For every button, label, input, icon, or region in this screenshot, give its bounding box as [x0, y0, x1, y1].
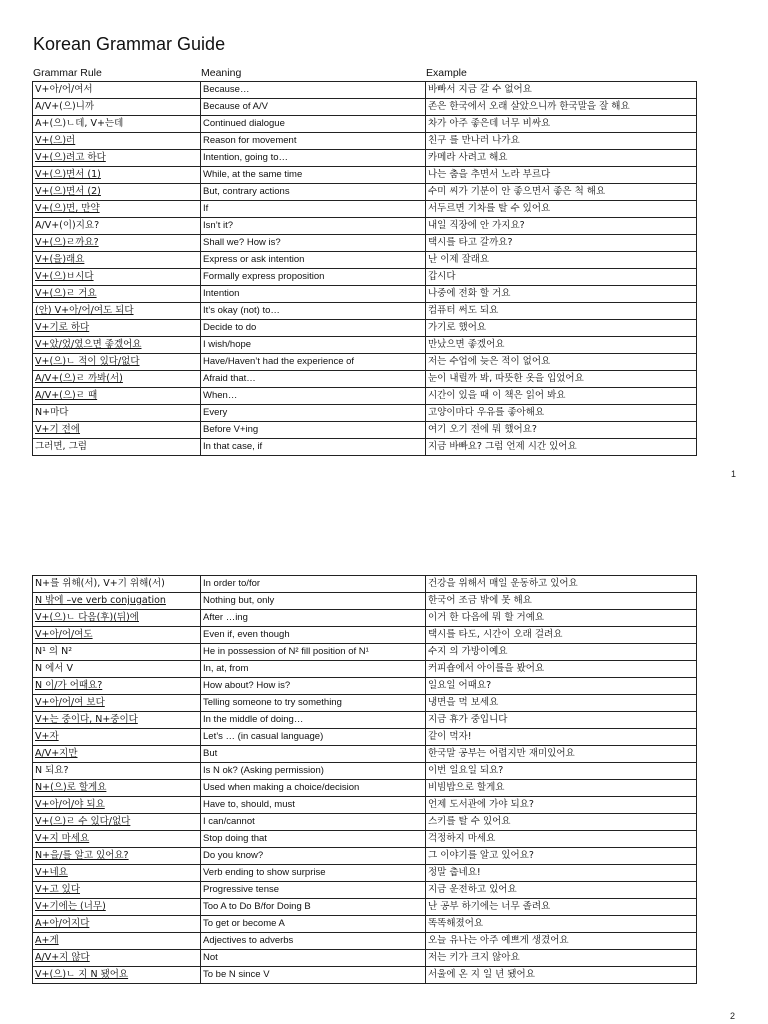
grammar-table-page-2	[32, 575, 697, 984]
grammar-rule-cell: V+고 있다	[33, 882, 201, 899]
grammar-rule-cell: A+게	[33, 933, 201, 950]
grammar-rule-cell: N+(으)로 할게요	[33, 780, 201, 797]
table-row	[33, 695, 697, 712]
table-row	[33, 797, 697, 814]
grammar-rule-cell: V+아/어/여서	[33, 82, 201, 99]
grammar-rule-cell: V+(으)ㄹ 수 있다/없다	[33, 814, 201, 831]
grammar-rule-cell: V+(을)래요	[33, 252, 201, 269]
table-row	[33, 388, 697, 405]
example-cell: 바빠서 지금 갈 수 없어요	[426, 82, 697, 99]
grammar-rule-cell: V+는 중이다, N+중이다	[33, 712, 201, 729]
example-cell: 만났으면 좋겠어요	[426, 337, 697, 354]
table-row	[33, 320, 697, 337]
grammar-rule-cell: N+을/를 알고 있어요?	[33, 848, 201, 865]
meaning-cell: When…	[201, 388, 426, 405]
table-row	[33, 201, 697, 218]
meaning-cell: Have/Haven’t had the experience of	[201, 354, 426, 371]
meaning-cell: Continued dialogue	[201, 116, 426, 133]
grammar-rule-cell: V+네요	[33, 865, 201, 882]
table-row	[33, 933, 697, 950]
table-row	[33, 99, 697, 116]
table-row	[33, 439, 697, 456]
meaning-cell: Do you know?	[201, 848, 426, 865]
example-cell: 오늘 유나는 아주 예쁘게 생겼어요	[426, 933, 697, 950]
meaning-cell: Shall we? How is?	[201, 235, 426, 252]
table-row	[33, 712, 697, 729]
grammar-rule-cell: V+아/어/여도	[33, 627, 201, 644]
example-cell: 정말 춥네요!	[426, 865, 697, 882]
example-cell: 일요일 어때요?	[426, 678, 697, 695]
meaning-cell: Is N ok? (Asking permission)	[201, 763, 426, 780]
table-row	[33, 746, 697, 763]
table-row	[33, 82, 697, 99]
example-cell: 커피숍에서 아이를을 봤어요	[426, 661, 697, 678]
table-row	[33, 303, 697, 320]
example-cell: 건강을 위해서 매일 운동하고 있어요	[426, 576, 697, 593]
example-cell: 존은 한국에서 오래 살았으니까 한국말을 잘 해요	[426, 99, 697, 116]
table-row	[33, 678, 697, 695]
grammar-rule-cell: V+(으)ㄴ 적이 있다/없다	[33, 354, 201, 371]
meaning-cell: He in possession of N² fill position of N¹	[201, 644, 426, 661]
table-row	[33, 371, 697, 388]
table-row	[33, 950, 697, 967]
example-cell: 난 공부 하기에는 너무 졸려요	[426, 899, 697, 916]
grammar-rule-cell: A/V+지만	[33, 746, 201, 763]
table-row	[33, 916, 697, 933]
column-header-meaning: Meaning	[201, 67, 242, 79]
table-row	[33, 150, 697, 167]
example-cell: 스키를 탈 수 있어요	[426, 814, 697, 831]
example-cell: 냉면을 먹 보세요	[426, 695, 697, 712]
meaning-cell: Stop doing that	[201, 831, 426, 848]
example-cell: 한국어 조금 밖에 못 해요	[426, 593, 697, 610]
meaning-cell: Progressive tense	[201, 882, 426, 899]
example-cell: 지금 운전하고 있어요	[426, 882, 697, 899]
column-header-rule: Grammar Rule	[33, 67, 102, 79]
table-row	[33, 167, 697, 184]
meaning-cell: Let’s … (in casual language)	[201, 729, 426, 746]
example-cell: 한국말 공부는 어렵지만 재미있어요	[426, 746, 697, 763]
table-row	[33, 831, 697, 848]
table-row	[33, 882, 697, 899]
grammar-rule-cell: V+(으)면, 만약	[33, 201, 201, 218]
meaning-cell: Reason for movement	[201, 133, 426, 150]
table-row	[33, 337, 697, 354]
meaning-cell: Nothing but, only	[201, 593, 426, 610]
table-row	[33, 116, 697, 133]
example-cell: 서울에 온 지 일 년 됐어요	[426, 967, 697, 984]
example-cell: 카메라 사려고 해요	[426, 150, 697, 167]
meaning-cell: But	[201, 746, 426, 763]
grammar-rule-cell: V+(으)ㅂ시다	[33, 269, 201, 286]
example-cell: 시간이 있을 때 이 책은 읽어 봐요	[426, 388, 697, 405]
meaning-cell: Have to, should, must	[201, 797, 426, 814]
meaning-cell: Decide to do	[201, 320, 426, 337]
example-cell: 난 이제 잘래요	[426, 252, 697, 269]
table-row	[33, 644, 697, 661]
example-cell: 같이 먹자!	[426, 729, 697, 746]
meaning-cell: Adjectives to adverbs	[201, 933, 426, 950]
page-number-1: 1	[731, 469, 737, 479]
meaning-cell: But, contrary actions	[201, 184, 426, 201]
grammar-rule-cell: V+(으)면서 (2)	[33, 184, 201, 201]
table-row	[33, 627, 697, 644]
meaning-cell: In order to/for	[201, 576, 426, 593]
meaning-cell: Verb ending to show surprise	[201, 865, 426, 882]
grammar-rule-cell: V+자	[33, 729, 201, 746]
example-cell: 이번 일요일 되요?	[426, 763, 697, 780]
example-cell: 차가 아주 좋은데 너무 비싸요	[426, 116, 697, 133]
grammar-rule-cell: V+(으)ㄴ 다음(후)(뒤)에	[33, 610, 201, 627]
grammar-rule-cell: N 이/가 어때요?	[33, 678, 201, 695]
grammar-rule-cell: A/V+(으)ㄹ 때	[33, 388, 201, 405]
table-row	[33, 763, 697, 780]
meaning-cell: To be N since V	[201, 967, 426, 984]
table-row	[33, 899, 697, 916]
meaning-cell: I can/cannot	[201, 814, 426, 831]
meaning-cell: If	[201, 201, 426, 218]
grammar-rule-cell: V+(으)러	[33, 133, 201, 150]
grammar-rule-cell: V+지 마세요	[33, 831, 201, 848]
example-cell: 수미 씨가 기분이 안 좋으면서 좋은 척 해요	[426, 184, 697, 201]
meaning-cell: In that case, if	[201, 439, 426, 456]
grammar-rule-cell: V+아/어/여 보다	[33, 695, 201, 712]
grammar-rule-cell: V+기에는 (너무)	[33, 899, 201, 916]
meaning-cell: To get or become A	[201, 916, 426, 933]
meaning-cell: Even if, even though	[201, 627, 426, 644]
meaning-cell: It’s okay (not) to…	[201, 303, 426, 320]
table-row	[33, 780, 697, 797]
meaning-cell: In, at, from	[201, 661, 426, 678]
example-cell: 걱정하지 마세요	[426, 831, 697, 848]
table-row	[33, 269, 697, 286]
table-row	[33, 422, 697, 439]
example-cell: 여기 오기 전에 뭐 했어요?	[426, 422, 697, 439]
meaning-cell: Formally express proposition	[201, 269, 426, 286]
meaning-cell: Not	[201, 950, 426, 967]
page-title: Korean Grammar Guide	[33, 34, 226, 54]
grammar-rule-cell: V+았/었/였으면 좋겠어요	[33, 337, 201, 354]
example-cell: 나는 춤을 추면서 노라 부르다	[426, 167, 697, 184]
column-header-row	[33, 67, 695, 81]
example-cell: 가기로 했어요	[426, 320, 697, 337]
example-cell: 내일 직장에 안 가지요?	[426, 218, 697, 235]
meaning-cell: Before V+ing	[201, 422, 426, 439]
grammar-rule-cell: V+(으)려고 하다	[33, 150, 201, 167]
page-number-2: 2	[730, 1011, 736, 1021]
meaning-cell: Used when making a choice/decision	[201, 780, 426, 797]
table-row	[33, 661, 697, 678]
example-cell: 갑시다	[426, 269, 697, 286]
table-row	[33, 286, 697, 303]
table-row	[33, 865, 697, 882]
meaning-cell: In the middle of doing…	[201, 712, 426, 729]
table-row	[33, 235, 697, 252]
table-row	[33, 814, 697, 831]
example-cell: 나중에 전화 할 거요	[426, 286, 697, 303]
meaning-cell: Intention	[201, 286, 426, 303]
grammar-rule-cell: A+아/어지다	[33, 916, 201, 933]
table-row	[33, 218, 697, 235]
example-cell: 고양이마다 우유를 좋아해요	[426, 405, 697, 422]
grammar-rule-cell: 그러면, 그럼	[33, 439, 201, 456]
table-row	[33, 354, 697, 371]
grammar-rule-cell: V+(으)면서 (1)	[33, 167, 201, 184]
example-cell: 눈이 내릴까 봐, 따뜻한 옷을 입었어요	[426, 371, 697, 388]
example-cell: 지금 바빠요? 그럼 언제 시간 있어요	[426, 439, 697, 456]
grammar-rule-cell: V+기 전에	[33, 422, 201, 439]
example-cell: 컴퓨터 써도 되요	[426, 303, 697, 320]
table-row	[33, 967, 697, 984]
grammar-rule-cell: A/V+지 않다	[33, 950, 201, 967]
meaning-cell: Intention, going to…	[201, 150, 426, 167]
grammar-rule-cell: V+(으)ㄹ 거요	[33, 286, 201, 303]
meaning-cell: Telling someone to try something	[201, 695, 426, 712]
example-cell: 비빔밥으로 할게요	[426, 780, 697, 797]
meaning-cell: Express or ask intention	[201, 252, 426, 269]
example-cell: 저는 수업에 늦은 적이 없어요	[426, 354, 697, 371]
grammar-rule-cell: V+기로 하다	[33, 320, 201, 337]
column-header-example: Example	[426, 67, 467, 79]
grammar-rule-cell: N 에서 V	[33, 661, 201, 678]
grammar-rule-cell: N+마다	[33, 405, 201, 422]
table-row	[33, 252, 697, 269]
grammar-rule-cell: A/V+(이)지요?	[33, 218, 201, 235]
grammar-rule-cell: A+(으)ㄴ데, V+는데	[33, 116, 201, 133]
example-cell: 그 이야기를 알고 있어요?	[426, 848, 697, 865]
example-cell: 지금 휴가 중입니다	[426, 712, 697, 729]
grammar-rule-cell: A/V+(으)니까	[33, 99, 201, 116]
grammar-rule-cell: N+를 위해(서), V+기 위해(서)	[33, 576, 201, 593]
table-row	[33, 405, 697, 422]
grammar-rule-cell: V+(으)ㄴ 지 N 됐어요	[33, 967, 201, 984]
meaning-cell: After …ing	[201, 610, 426, 627]
grammar-rule-cell: A/V+(으)ㄹ 까봐(서)	[33, 371, 201, 388]
table-row	[33, 184, 697, 201]
example-cell: 친구 를 만나러 나가요	[426, 133, 697, 150]
meaning-cell: Because of A/V	[201, 99, 426, 116]
grammar-rule-cell: V+(으)ㄹ까요?	[33, 235, 201, 252]
grammar-rule-cell: V+아/어/야 되요	[33, 797, 201, 814]
meaning-cell: How about? How is?	[201, 678, 426, 695]
example-cell: 똑똑해졌어요	[426, 916, 697, 933]
meaning-cell: I wish/hope	[201, 337, 426, 354]
grammar-rule-cell: N¹ 의 N²	[33, 644, 201, 661]
example-cell: 수지 의 가방이예요	[426, 644, 697, 661]
grammar-rule-cell: N 되요?	[33, 763, 201, 780]
meaning-cell: Afraid that…	[201, 371, 426, 388]
meaning-cell: While, at the same time	[201, 167, 426, 184]
table-row	[33, 729, 697, 746]
example-cell: 저는 키가 크지 않아요	[426, 950, 697, 967]
meaning-cell: Because…	[201, 82, 426, 99]
grammar-rule-cell: (안) V+아/어/여도 되다	[33, 303, 201, 320]
example-cell: 택시를 타고 갈까요?	[426, 235, 697, 252]
grammar-table-page-1	[32, 81, 697, 456]
example-cell: 서두르면 기차를 탈 수 있어요	[426, 201, 697, 218]
example-cell: 이거 한 다음에 뭐 할 거예요	[426, 610, 697, 627]
table-row	[33, 133, 697, 150]
table-row	[33, 576, 697, 593]
table-row	[33, 593, 697, 610]
table-row	[33, 610, 697, 627]
meaning-cell: Too A to Do B/for Doing B	[201, 899, 426, 916]
example-cell: 언제 도서관에 가야 되요?	[426, 797, 697, 814]
example-cell: 택시를 타도, 시간이 오래 걸려요	[426, 627, 697, 644]
grammar-rule-cell: N 밖에 –ve verb conjugation	[33, 593, 201, 610]
table-row	[33, 848, 697, 865]
meaning-cell: Every	[201, 405, 426, 422]
meaning-cell: Isn’t it?	[201, 218, 426, 235]
